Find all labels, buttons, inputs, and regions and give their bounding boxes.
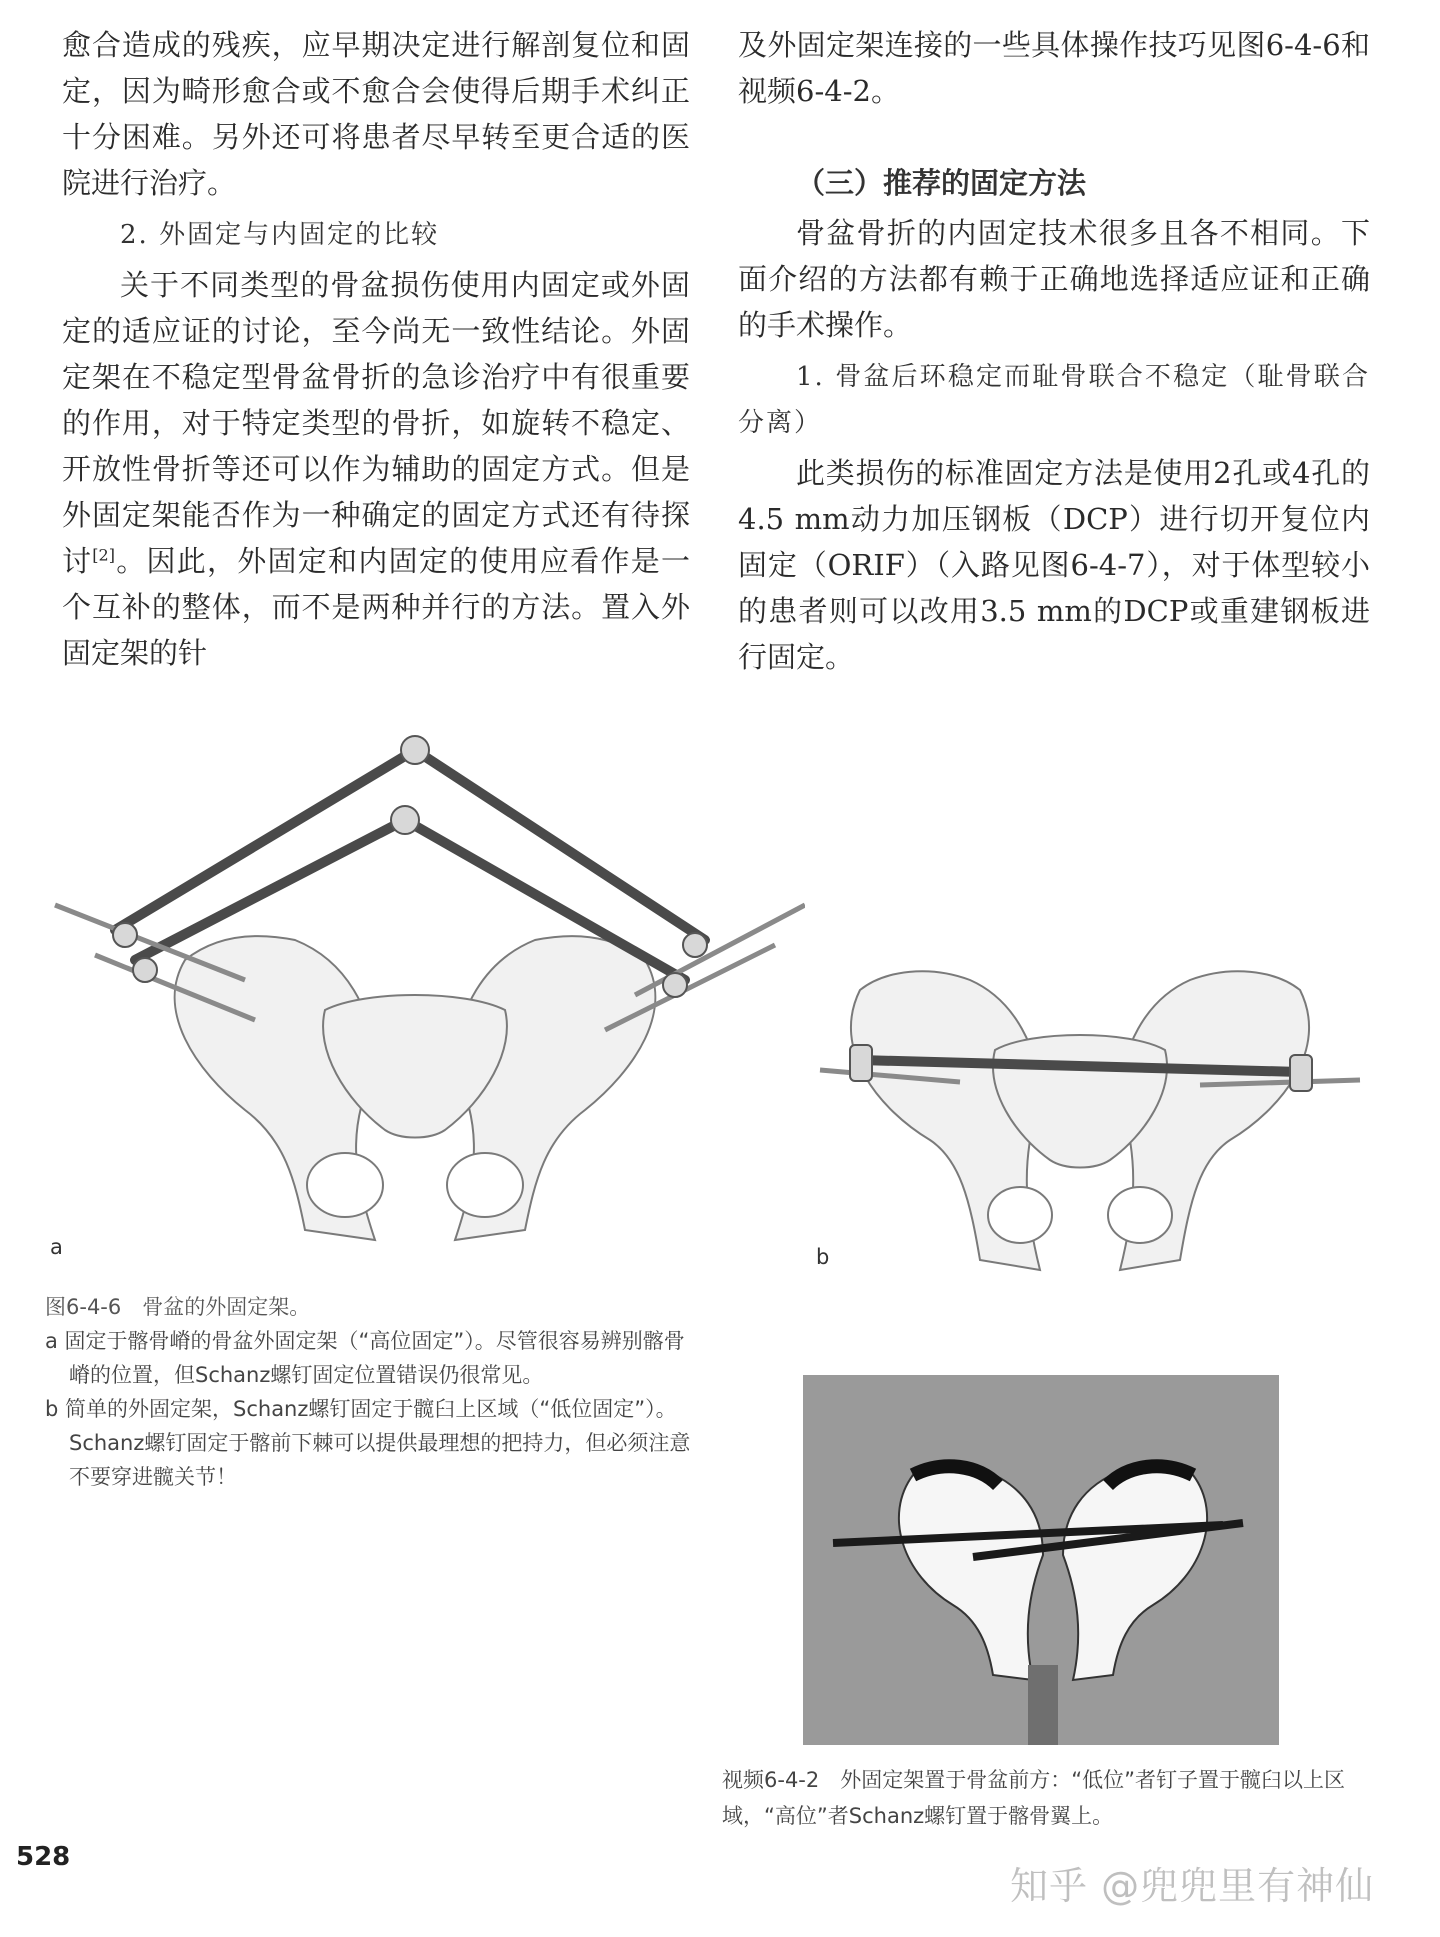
right-column [738,22,1370,680]
figure-b-illustration [800,900,1390,1280]
clamp-left-b [850,1045,872,1081]
figure-caption-b: b 简单的外固定架，Schanz螺钉固定于髋臼上区域（“低位固定”）。Schanz螺钉固定于髂前下棘可以提供最理想的把持力，但必须注意不要穿进髋关节！ [45,1397,691,1489]
figure-caption [45,1290,695,1494]
left-paragraph-2 [62,262,690,676]
pelvis-model-photo [803,1375,1279,1745]
clamp-left-2 [133,958,157,982]
video-caption-text: 视频6-4-2 外固定架置于骨盆前方：“低位”者钉子置于髋臼以上区域，“高位”者Schanz螺钉置于髂骨翼上。 [722,1768,1345,1828]
clamp-left-1 [113,923,137,947]
left-obturator-foramen [307,1153,383,1217]
figure-a-illustration [45,710,805,1270]
left-paragraph-2-tail: 。因此，外固定和内固定的使用应看作是一个互补的整体，而不是两种并行的方法。置入外固定架的针 [62,544,690,670]
left-paragraph-1: 愈合造成的残疾，应早期决定进行解剖复位和固定，因为畸形愈合或不愈合会使得后期手术纠正十分困难。另外还可将患者尽早转至更合适的医院进行治疗。 [62,28,690,200]
watermark: 知乎 @兜兜里有神仙 [1010,1864,1375,1908]
clamp-right-2 [663,973,687,997]
section-heading-recommended: （三）推荐的固定方法 [796,166,1087,200]
clamp-middle [391,806,419,834]
right-paragraph-1: 及外固定架连接的一些具体操作技巧见图6-4-6和视频6-4-2。 [738,28,1370,108]
figure-label-a: a [50,1235,63,1259]
figure-label-b: b [816,1245,830,1269]
pelvis-fixator-high-illustration [45,710,805,1270]
right-obturator-foramen [447,1153,523,1217]
subsection-heading-comparison: 2. 外固定与内固定的比较 [120,220,440,250]
figure-caption-a: a 固定于髂骨嵴的骨盆外固定架（“高位固定”）。尽管很容易辨别髂骨嵴的位置，但Schanz螺钉固定位置错误仍很常见。 [45,1329,685,1387]
left-paragraph-2-text: 关于不同类型的骨盆损伤使用内固定或外固定的适应证的讨论，至今尚无一致性结论。外固定架在不稳定型骨盆骨折的急诊治疗中有很重要的作用，对于特定类型的骨折，如旋转不稳定、开放性骨折等还可以作为辅助的固定方式。但是外固定架能否作为一种确定的固定方式还有待探讨 [62,268,690,578]
clamp-top [401,736,429,764]
clamp-right-1 [683,933,707,957]
right-schanz-pin-1 [635,905,805,995]
pelvis-fixator-low-illustration [800,900,1390,1280]
clamp-right-b [1290,1055,1312,1091]
video-caption [722,1762,1372,1834]
subsection-heading-posterior-ring: 1. 骨盆后环稳定而耻骨联合不稳定（耻骨联合分离） [738,362,1370,438]
right-obturator-foramen-b [1108,1187,1172,1243]
left-column [62,22,690,676]
left-obturator-foramen-b [988,1187,1052,1243]
video-still[interactable] [803,1375,1279,1745]
model-stand [1028,1665,1058,1745]
right-paragraph-3: 此类损伤的标准固定方法是使用2孔或4孔的4.5 mm动力加压钢板（DCP）进行切开复位内固定（ORIF）（入路见图6-4-7），对于体型较小的患者则可以改用3.5 mm的DCP或重建钢板进行固定。 [738,456,1370,674]
figure-caption-title: 图6-4-6 骨盆的外固定架。 [45,1295,311,1319]
right-paragraph-2: 骨盆骨折的内固定技术很多且各不相同。下面介绍的方法都有赖于正确地选择适应证和正确的手术操作。 [738,216,1370,342]
citation-marker: [2] [92,545,115,565]
page-number: 528 [16,1842,71,1872]
